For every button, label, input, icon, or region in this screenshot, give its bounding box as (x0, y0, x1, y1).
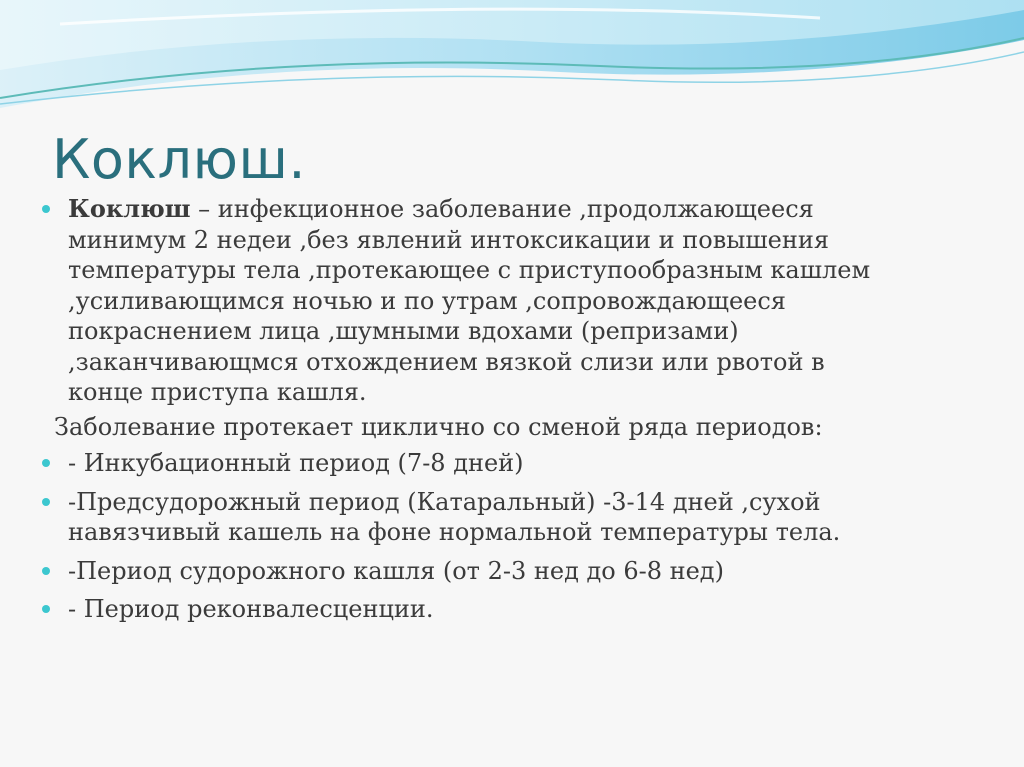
bullet-dot-icon (42, 498, 50, 506)
bullet-dot-icon (42, 605, 50, 613)
period-line: навязчивый кашель на фоне нормальной температуры тела. (68, 518, 841, 546)
bullet-dot-icon (42, 567, 50, 575)
periods-intro: Заболевание протекает циклично со сменой ряда периодов: (54, 412, 823, 441)
period-item (40, 594, 940, 625)
definition-term: Коклюш (68, 194, 191, 223)
period-item (40, 487, 940, 548)
period-line: - Период реконвалесценции. (68, 595, 434, 623)
bullet-dot-icon (42, 459, 50, 467)
bullet-dot-icon (42, 205, 50, 213)
definition-bullet-item (40, 194, 940, 408)
definition-line (68, 194, 940, 225)
header-wave-decoration (0, 0, 1024, 120)
definition-line: конце приступа кашля. (68, 378, 367, 406)
definition-line: ,заканчивающмся отхождением вязкой слизи или рвотой в (68, 347, 825, 376)
slide-title: Коклюш. (52, 128, 307, 191)
definition-line: температуры тела ,протекающее с приступообразным кашлем (68, 256, 871, 284)
period-item (40, 556, 940, 587)
slide-body (40, 194, 940, 625)
definition-line: покраснением лица ,шумными вдохами (репризами) (68, 317, 739, 345)
period-line: - Инкубационный период (7-8 дней) (68, 449, 524, 477)
period-line: -Предсудорожный период (Катаральный) -3-14 дней ,сухой (68, 487, 821, 516)
definition-line: ,усиливающимся ночью и по утрам ,сопровождающееся (68, 286, 786, 315)
definition-text: – инфекционное заболевание ,продолжающееся (190, 195, 814, 223)
definition-line: минимум 2 недеи ,без явлений интоксикации и повышения (68, 225, 830, 254)
period-item (40, 448, 940, 479)
period-line: -Период судорожного кашля (от 2-3 нед до 6-8 нед) (68, 556, 724, 585)
